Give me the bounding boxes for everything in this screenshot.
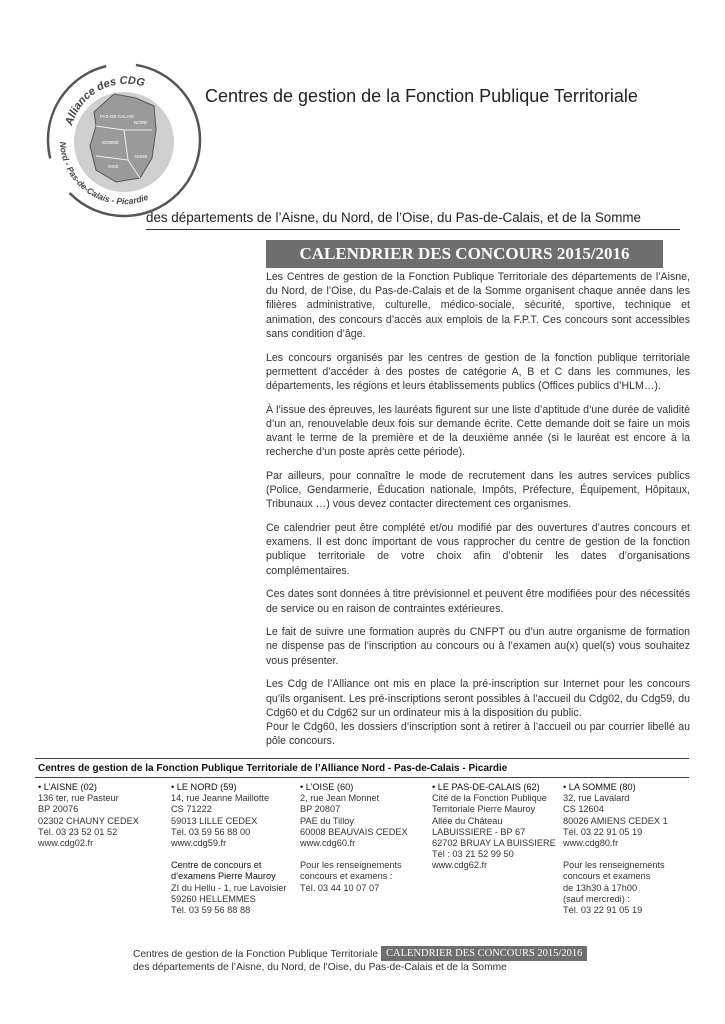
contact-line: Pour les renseignements — [563, 860, 665, 871]
contact-name: • L’OISE (60) — [300, 782, 354, 792]
contact-website-link[interactable]: www.cdg59.fr — [171, 838, 227, 849]
logo-arc-bottom-text: Nord - Pas-de-Calais - Picardie — [57, 141, 150, 207]
contact-line: Pour les renseignements — [300, 860, 402, 871]
contact-line: 60008 BEAUVAIS CEDEX — [300, 826, 408, 837]
paragraph-4: Par ailleurs, pour connaître le mode de recrutement dans les autres services publics (Police, Gendarmerie, Éducation nationale, Impôts, Préfecture, Équipement, Hôpitaux, Tribunaux …) vous devez contacter directement ces organismes. — [266, 469, 690, 511]
contact-line: 62702 BRUAY LA BUISSIERE — [432, 838, 556, 849]
contact-line: 136 ter, rue Pasteur — [38, 793, 119, 804]
contact-line: concours et examens : — [300, 871, 393, 882]
contact-oise — [300, 782, 408, 894]
contact-line: 32, rue Lavalard — [563, 793, 630, 804]
contact-line: (sauf mercredi) : — [563, 893, 630, 904]
paragraph-3: À l’issue des épreuves, les lauréats figurent sur une liste d’aptitude d’une durée de validité d’un an, renouvelable deux fois sur demande écrite. Cette demande doit se faire un mois avant le terme de la première et de la deuxième année (si le lauréat est encore à la recherche d’un poste après cette période). — [266, 403, 690, 459]
map-label-aisne: AISNE — [134, 154, 148, 159]
paragraph-5: Ce calendrier peut être complété et/ou modifié par des ouvertures d’autres concours et examens. Il est donc important de vous rapprocher du centre de gestion de la fonction publique territoriale de votre choix afin d’obtenir les dates d’organisations complémentaires. — [266, 522, 690, 577]
paragraph-6: Ces dates sont données à titre prévisionnel et peuvent être modifiées pour des nécessités de service ou en raison de contraintes extérieures. — [266, 588, 690, 615]
paragraph-7: Le fait de suivre une formation auprès du CNFPT ou d’un autre organisme de formation ne dispense pas de l’inscription au concours ou à l’examen au(x) quel(s) vous souhaitez vous présenter. — [266, 626, 690, 667]
paragraph-9: Pour le Cdg60, les dossiers d’inscription sont à retirer à l’accueil ou par courrier libellé au pôle concours. — [266, 720, 690, 748]
contact-phone: Tél. 03 44 10 07 07 — [300, 882, 380, 893]
page-footer — [133, 946, 587, 974]
paragraph-1: Les Centres de gestion de la Fonction Publique Territoriale des départements de l’Aisne, du Nord, de l’Oise, du Pas-de-Calais et de la Somme organisent chaque année dans les filières administrative, culturelle, médico-sociale, sécurité, sportive, technique et animation, des concours d’accès aux emplois de la F.P.T. Ces concours sont accessibles sans condition d’âge. — [266, 271, 690, 340]
contact-line: 2, rue Jean Monnet — [300, 793, 380, 804]
contact-line: LABUISSIERE - BP 67 — [432, 826, 526, 837]
contact-phone: Tél : 03 21 52 99 50 — [432, 849, 514, 860]
contact-phone: Tél. 03 23 52 01 52 — [38, 826, 118, 837]
paragraph-2: Les concours organisés par les centres de gestion de la fonction publique territoriale permettent d’accéder à des postes de catégorie A, B et C dans les communes, les départements, les régions et leurs établissements publics (Offices publics d’HLM…). — [266, 351, 690, 392]
contact-line: Cité de la Fonction Publique — [432, 793, 547, 804]
contact-somme — [563, 782, 668, 916]
footer-line-2: des départements de l’Aisne, du Nord, de l’Oise, du Pas-de-Calais et de la Somme — [133, 962, 507, 973]
contact-name: • LE NORD (59) — [171, 782, 237, 792]
intro-text — [266, 270, 690, 758]
contact-name: • LA SOMME (80) — [563, 782, 636, 792]
calendar-banner: CALENDRIER DES CONCOURS 2015/2016 — [266, 240, 663, 268]
contact-line: de 13h30 à 17h00 — [563, 882, 638, 893]
contact-name: • LE PAS-DE-CALAIS (62) — [432, 782, 540, 792]
exam-center-title: d’examens Pierre Mauroy — [171, 871, 276, 882]
contact-line: BP 20807 — [300, 804, 341, 815]
contact-phone: Tél. 03 22 91 05 19 — [563, 905, 643, 916]
map-label-nord: NORD — [134, 120, 148, 125]
contact-phone: Tél. 03 59 56 88 00 — [171, 826, 251, 837]
contact-website-link[interactable]: www.cdg60.fr — [300, 838, 356, 849]
page-subtitle: des départements de l’Aisne, du Nord, de l’Oise, du Pas-de-Calais, et de la Somme — [146, 210, 641, 225]
contact-line: Allée du Château — [432, 815, 503, 826]
footer-line-1: Centres de gestion de la Fonction Publique Territoriale — [133, 949, 379, 960]
contact-website-link[interactable]: www.cdg80.fr — [563, 838, 619, 849]
contact-line: Territoriale Pierre Mauroy — [432, 804, 536, 815]
contact-line: BP 20076 — [38, 804, 79, 815]
contact-name: • L’AISNE (02) — [38, 782, 97, 792]
paragraph-8: Les Cdg de l’Alliance ont mis en place la pré-inscription sur Internet pour les concours qu’ils organisent. Les pré-inscriptions seront possibles à l’accueil du Cdg02, du Cdg59, du Cdg60 et du Cdg62 sur un ordinateur mis à la disposition du public. — [266, 678, 690, 719]
contact-website-link[interactable]: www.cdg02.fr — [38, 838, 94, 849]
footer-badge: CALENDRIER DES CONCOURS 2015/2016 — [381, 946, 587, 961]
contact-pas-de-calais — [432, 782, 556, 872]
contact-line: 14, rue Jeanne Maillotte — [171, 793, 270, 804]
exam-center-title: Centre de concours et — [171, 860, 262, 871]
map-label-pas-de-calais: PAS-DE-CALAIS — [100, 114, 134, 119]
contact-line: 59013 LILLE CEDEX — [171, 815, 258, 826]
header-rule — [146, 229, 680, 230]
contact-line: CS 12604 — [563, 804, 604, 815]
contact-line: 02302 CHAUNY CEDEX — [38, 815, 139, 826]
map-label-somme: SOMME — [102, 140, 120, 145]
contact-line: ZI du Hellu - 1, rue Lavoisier — [171, 882, 287, 893]
logo-graphic — [44, 60, 202, 218]
logo-arc-top-text: Alliance des CDG — [63, 74, 147, 127]
alliance-cdg-logo — [44, 60, 202, 218]
contacts-title: Centres de gestion de la Fonction Publique Territoriale de l’Alliance Nord - Pas-de-Calais - Picardie — [35, 758, 689, 778]
contact-line: CS 71222 — [171, 804, 212, 815]
page-title: Centres de gestion de la Fonction Publique Territoriale — [205, 86, 638, 106]
map-label-oise: OISE — [108, 164, 119, 169]
contact-website-link[interactable]: www.cdg62.fr — [432, 860, 488, 871]
contact-phone: Tél. 03 22 91 05 19 — [563, 826, 643, 837]
contact-line: concours et examens — [563, 871, 651, 882]
contact-aisne — [38, 782, 139, 849]
contact-nord — [171, 782, 286, 916]
contact-line: 59260 HELLEMMES — [171, 893, 256, 904]
contact-line: 80026 AMIENS CEDEX 1 — [563, 815, 668, 826]
contact-phone: Tél. 03 59 56 88 88 — [171, 905, 251, 916]
contacts-section — [35, 758, 689, 916]
contact-line: PAE du Tilloy — [300, 815, 354, 826]
